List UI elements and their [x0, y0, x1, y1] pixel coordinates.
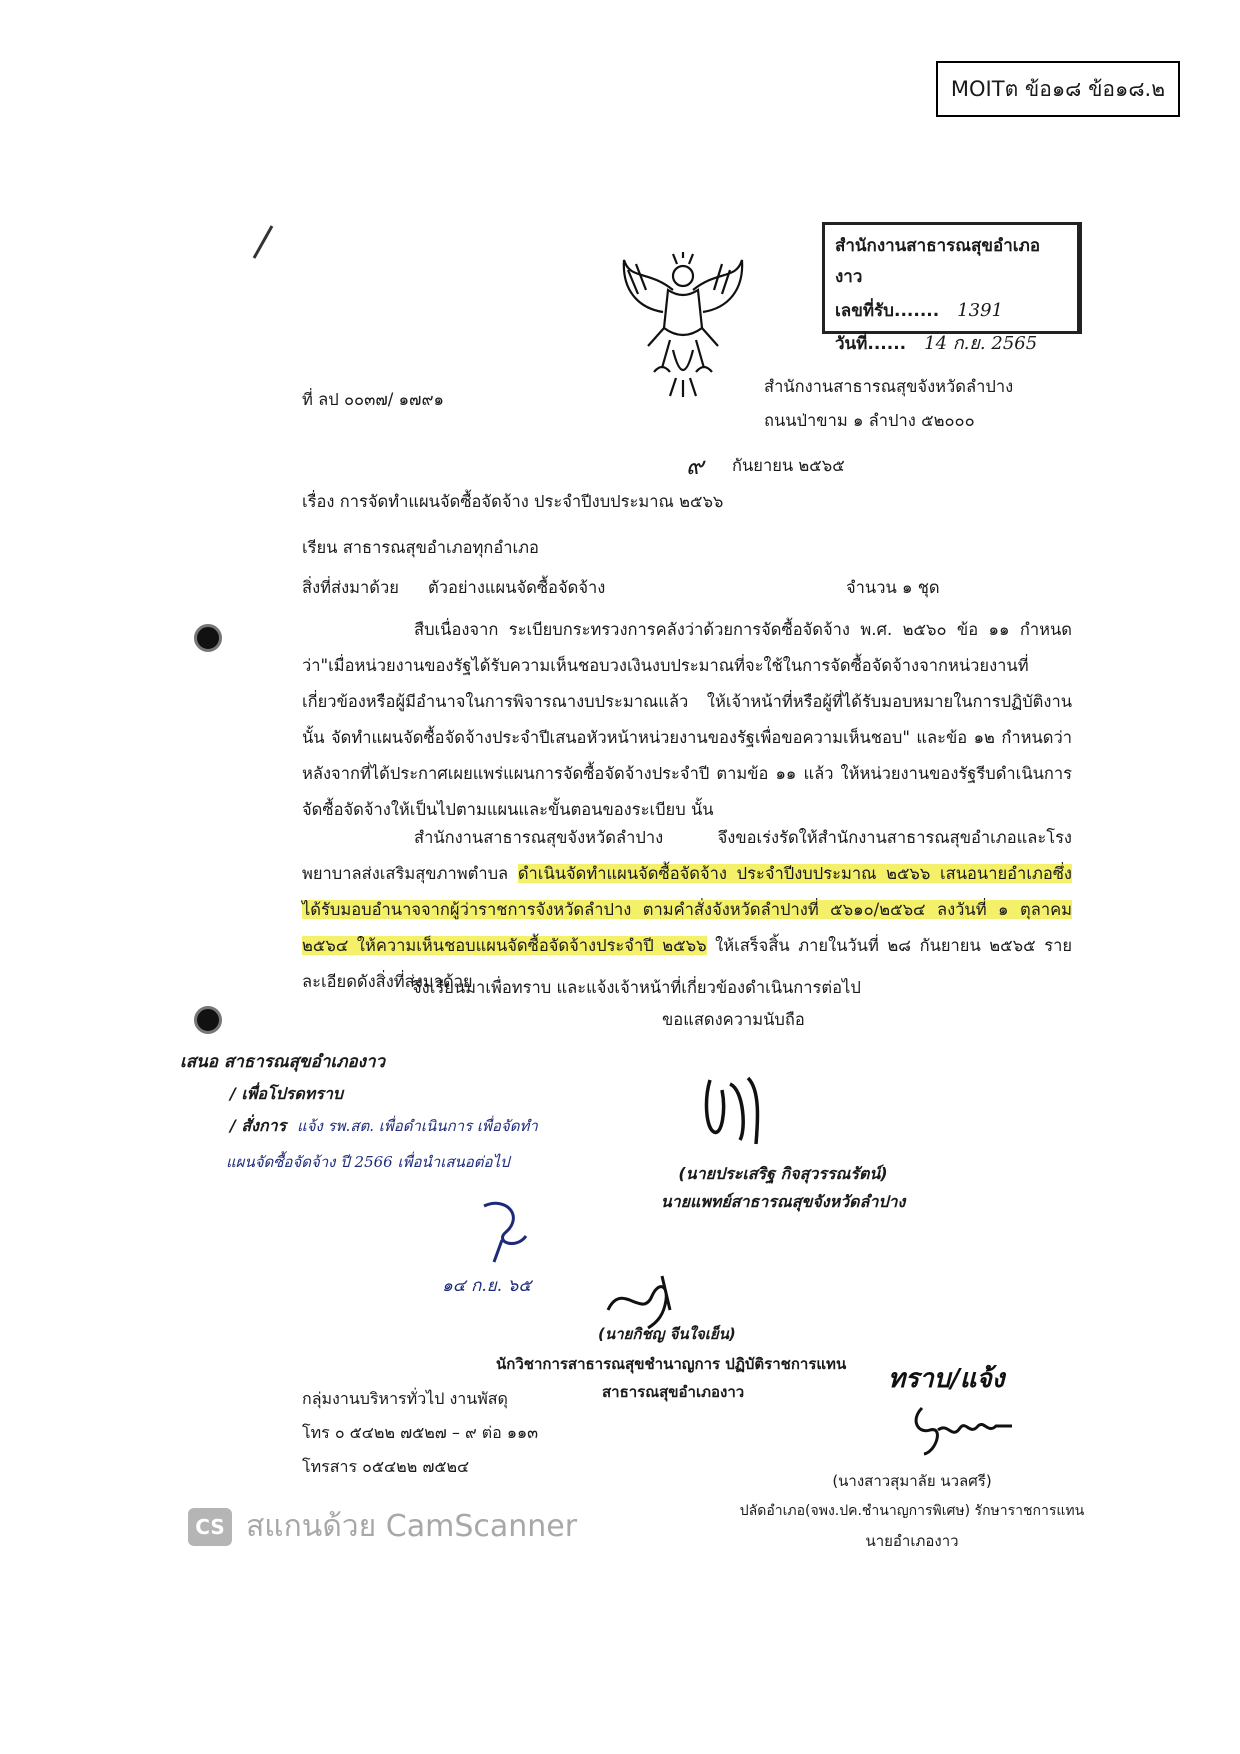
camscanner-watermark	[188, 1503, 577, 1550]
approval-signature	[908, 1400, 1018, 1460]
margin-note-line-2: / สั่งการ แจ้ง รพ.สต. เพื่อดำเนินการ เพื่อจัดทำ	[230, 1116, 538, 1135]
sender-address: ถนนป่าขาม ๑ ลำปาง ๕๒๐๐๐	[764, 411, 975, 430]
signature-2	[602, 1270, 682, 1330]
enclosure-label: สิ่งที่ส่งมาด้วย	[302, 578, 399, 597]
margin-note-line-3: แผนจัดซื้อจัดจ้าง ปี 2566 เพื่อนำเสนอต่อไป	[226, 1153, 510, 1171]
signer-1-name: (นายประเสริฐ กิจสุวรรณรัตน์)	[678, 1164, 888, 1183]
binder-hole	[194, 1006, 222, 1034]
contact-fax: โทรสาร ๐๕๔๒๒ ๗๕๒๔	[302, 1457, 470, 1476]
enclosure-item: ตัวอย่างแผนจัดซื้อจัดจ้าง	[428, 578, 606, 597]
letter-recipient: เรียน สาธารณสุขอำเภอทุกอำเภอ	[302, 538, 539, 557]
closing-line: จึงเรียนมาเพื่อทราบ และแจ้งเจ้าหน้าที่เกี่ยวข้องดำเนินการต่อไป	[412, 978, 861, 997]
receive-stamp-number: เลขที่รับ....... 1391	[835, 299, 1004, 321]
receive-stamp-date: วันที่...... 14 ก.ย. 2565	[835, 333, 1038, 355]
approval-block	[712, 1466, 1112, 1556]
reference-number: ที่ ลป ๐๐๓๗/ ๑๗๙๑	[302, 390, 445, 409]
approval-name: (นางสาวสุมาลัย นวลศรี)	[832, 1472, 992, 1490]
approval-handwritten-word: ทราบ/แจ้ง	[888, 1364, 1005, 1394]
binder-hole	[194, 624, 222, 652]
signer-2-name: (นายกิชญ จีนใจเย็น)	[598, 1325, 736, 1343]
document-code-label: MOITต ข้อ๑๘ ข้อ๑๘.๒	[936, 61, 1180, 117]
handwritten-initial-signature	[476, 1196, 536, 1266]
margin-note-line-1: / เพื่อโปรดทราบ	[230, 1084, 344, 1103]
paragraph-1: สืบเนื่องจาก ระเบียบกระทรวงการคลังว่าด้วยการจัดซื้อจัดจ้าง พ.ศ. ๒๕๖๐ ข้อ ๑๑ กำหนดว่า"เมื่อหน่วยงานของรัฐได้รับความเห็นชอบวงเงินงบประมาณที่จะใช้ในการจัดซื้อจัดจ้างจากหน่วยงานที่เกี่ยวข้องหรือผู้มีอำนาจในการพิจารณางบประมาณแล้ว ให้เจ้าหน้าที่หรือผู้ที่ได้รับมอบหมายในการปฏิบัติงานนั้น จัดทำแผนจัดซื้อจัดจ้างประจำปีเสนอหัวหน้าหน่วยงานของรัฐเพื่อขอความเห็นชอบ" และข้อ ๑๒ กำหนดว่าหลังจากที่ได้ประกาศเผยแพร่แผนการจัดซื้อจัดจ้างประจำปี ตามข้อ ๑๑ แล้ว ให้หน่วยงานของรัฐรีบดำเนินการจัดซื้อจัดจ้างให้เป็นไปตามแผนและขั้นตอนของระเบียบ นั้น	[302, 620, 1072, 819]
regards-line: ขอแสดงความนับถือ	[662, 1010, 805, 1029]
contact-department: กลุ่มงานบริหารทั่วไป งานพัสดุ	[302, 1389, 508, 1408]
approval-office: นายอำเภองาว	[865, 1532, 959, 1550]
pen-mark	[248, 222, 278, 264]
approval-title: ปลัดอำเภอ(จพง.ปค.ชำนาญการพิเศษ) รักษาราชการแทน	[739, 1503, 1085, 1519]
garuda-emblem-icon	[618, 250, 748, 398]
enclosure-count: จำนวน ๑ ชุด	[846, 578, 940, 597]
sender-block	[764, 370, 1013, 438]
receive-stamp	[822, 222, 1082, 355]
sender-office: สำนักงานสาธารณสุขจังหวัดลำปาง	[764, 377, 1014, 396]
contact-phone: โทร ๐ ๕๔๒๒ ๗๕๒๗ – ๙ ต่อ ๑๑๓	[302, 1423, 539, 1442]
margin-note-header: เสนอ สาธารณสุขอำเภองาว	[180, 1052, 386, 1072]
camscanner-logo-icon: CS	[188, 1508, 232, 1546]
signer-2-office: สาธารณสุขอำเภองาว	[602, 1383, 745, 1401]
signer-2-title: นักวิชาการสาธารณสุขชำนาญการ ปฏิบัติราชการแทน	[496, 1355, 847, 1373]
contact-block	[302, 1382, 538, 1484]
receive-stamp-office: สำนักงานสาธารณสุขอำเภองาว	[835, 236, 1041, 288]
paragraph-2: สำนักงานสาธารณสุขจังหวัดลำปาง จึงขอเร่งรัดให้สำนักงานสาธารณสุขอำเภอและโรงพยาบาลส่งเสริมสุขภาพตำบล ดำเนินจัดทำแผนจัดซื้อจัดจ้าง ประจำปีงบประมาณ ๒๕๖๖ เสนอนายอำเภอซึ่งได้รับมอบอำนาจจากผู้ว่าราชการจังหวัดลำปาง ตามคำสั่งจังหวัดลำปางที่ ๕๖๑๐/๒๕๖๔ ลงวันที่ ๑ ตุลาคม ๒๕๖๔ ให้ความเห็นชอบแผนจัดซื้อจัดจ้างประจำปี ๒๕๖๖ ให้เสร็จสิ้น ภายในวันที่ ๒๘ กันยายน ๒๕๖๕ รายละเอียดดังสิ่งที่ส่งมาด้วย	[302, 828, 1072, 991]
signer-1-block	[628, 1160, 938, 1216]
camscanner-text: สแกนด้วย CamScanner	[246, 1509, 578, 1544]
signer-1-title: นายแพทย์สาธารณสุขจังหวัดลำปาง	[660, 1192, 906, 1211]
signature-1	[700, 1070, 770, 1150]
letter-subject: เรื่อง การจัดทำแผนจัดซื้อจัดจ้าง ประจำปีงบประมาณ ๒๕๖๖	[302, 492, 724, 511]
letter-date: กันยายน ๒๕๖๕	[732, 456, 845, 475]
letter-date-day: ๙	[686, 452, 704, 480]
margin-note-date: ๑๔ ก.ย. ๖๕	[442, 1276, 532, 1296]
highlighted-text: ดำเนินจัดทำแผนจัดซื้อจัดจ้าง ประจำปีงบประมาณ ๒๕๖๖ เสนอนายอำเภอซึ่งได้รับมอบอำนาจจากผู้ว่าราชการจังหวัดลำปาง ตามคำสั่งจังหวัดลำปางที่ ๕๖๑๐/๒๕๖๔ ลงวันที่ ๑ ตุลาคม ๒๕๖๔ ให้ความเห็นชอบแผนจัดซื้อจัดจ้างประจำปี ๒๕๖๖	[302, 864, 1072, 955]
